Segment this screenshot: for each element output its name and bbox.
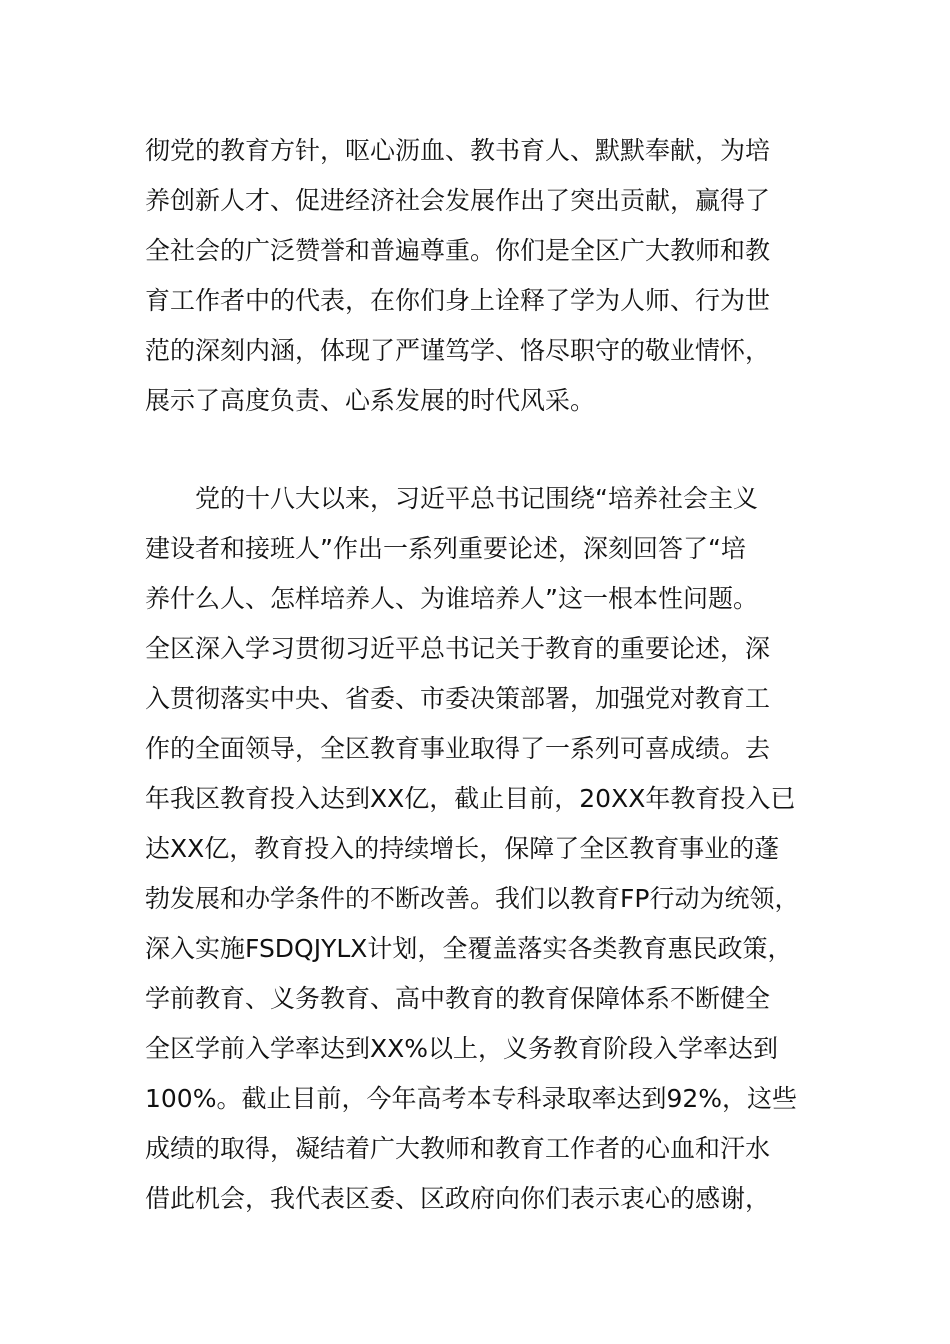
paragraph-line: 成绩的取得，凝结着广大教师和教育工作者的心血和汗水 — [145, 1134, 771, 1163]
paragraph-line: 育工作者中的代表，在你们身上诠释了学为人师、行为世 — [145, 286, 771, 315]
paragraph-line: 作的全面领导，全区教育事业取得了一系列可喜成绩。去 — [145, 734, 771, 763]
paragraph-line: 学前教育、义务教育、高中教育的教育保障体系不断健全 — [145, 984, 771, 1013]
paragraph-line: 全区深入学习贯彻习近平总书记关于教育的重要论述，深 — [145, 634, 771, 663]
paragraph-line: 入贯彻落实中央、省委、市委决策部署，加强党对教育工 — [145, 684, 771, 713]
paragraph-line: 养创新人才、促进经济社会发展作出了突出贡献，赢得了 — [145, 186, 771, 215]
paragraph-line: 勃发展和办学条件的不断改善。我们以教育FP行动为统领， — [145, 884, 800, 913]
paragraph-line: 借此机会，我代表区委、区政府向你们表示衷心的感谢， — [145, 1184, 771, 1213]
paragraph-line: 达XX亿，教育投入的持续增长，保障了全区教育事业的蓬 — [145, 834, 780, 863]
paragraph-line: 深入实施FSDQJYLX计划，全覆盖落实各类教育惠民政策， — [145, 934, 793, 963]
paragraph-line: 年我区教育投入达到XX亿，截止目前，20XX年教育投入已 — [145, 784, 796, 813]
paragraph-line: 养什么人、怎样培养人、为谁培养人”这一根本性问题。 — [145, 584, 758, 613]
paragraph-line: 展示了高度负责、心系发展的时代风采。 — [145, 386, 596, 415]
paragraph-line: 100%。截止目前，今年高考本专科录取率达到92%，这些 — [145, 1084, 798, 1113]
paragraph-line: 全区学前入学率达到XX%以上，义务教育阶段入学率达到 — [145, 1034, 779, 1063]
paragraph-first-line: 党的十八大以来，习近平总书记围绕“培养社会主义 — [195, 484, 758, 513]
paragraph-line: 范的深刻内涵，体现了严谨笃学、恪尽职守的敬业情怀， — [145, 336, 771, 365]
paragraph-line: 建设者和接班人”作出一系列重要论述，深刻回答了“培 — [145, 534, 746, 563]
paragraph-line: 全社会的广泛赞誉和普遍尊重。你们是全区广大教师和教 — [145, 236, 771, 265]
paragraph-line: 彻党的教育方针，呕心沥血、教书育人、默默奉献，为培 — [145, 136, 771, 165]
